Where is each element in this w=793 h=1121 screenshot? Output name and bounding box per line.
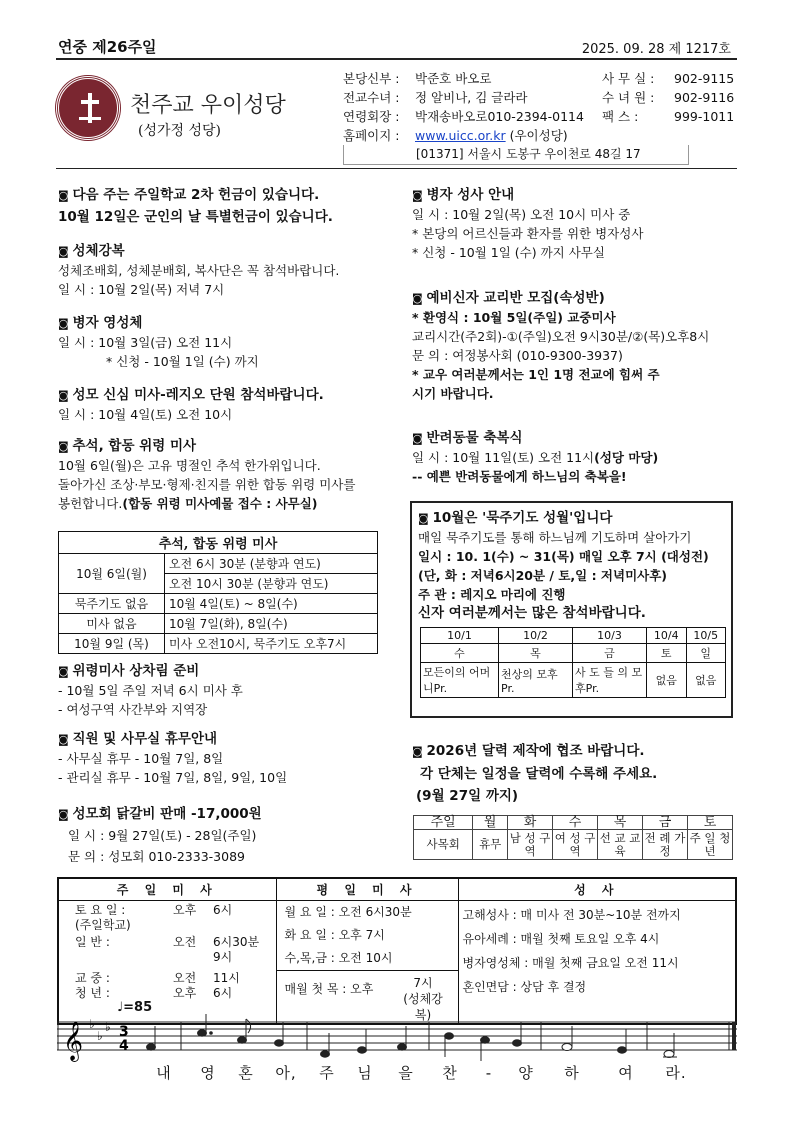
- info-divider: [56, 168, 737, 169]
- hymn-staff: [57, 1000, 739, 1100]
- pastor-name: 박준호 바오로: [415, 71, 492, 86]
- notice-staff-holiday: ◙ 직원 및 사무실 휴무안내 - 사무실 휴무 - 10월 7일, 8일 - 관리실 휴무 - 10월 7일, 8일, 9일, 10일: [58, 730, 398, 787]
- mass-schedule-table: 주 일 미 사 평 일 미 사 성 사 토 요 일 : 오후 6시 (주일학교) 일 반 : 오전 6시30분 9시 교 중 : 오전 11시 청 년 : 오후 6시 월 요 일 : 오전 6시30분 화 요 일 : 오후 7시 수,목,금 : 오전 10시 매월 첫 목 : 오후 7시 (성체강복) 고해성사 : 매 미사 전 30분~10분 전까지 유아세례 : 매월 첫째 토요일 오후 4시 병자영성체 : 매월 첫째 금요일 오전 11시 혼인면담 : 상담 후 결정: [57, 877, 737, 1025]
- notice-calendar: ◙ 2026년 달력 제작에 협조 바랍니다. 각 단체는 일정을 달력에 수록해 주세요. (9월 27일 까지): [412, 740, 742, 807]
- notice-chuseok: ◙ 추석, 합동 위령 미사 10월 6일(월)은 고유 명절인 추석 한가위입니다. 돌아가신 조상·부모·형제·친지를 위한 합동 위령 미사를 봉헌합니다.(합동 위령 미사예물 접수 : 사무실): [58, 437, 398, 513]
- council-contact: 박재송바오로010-2394-0114: [415, 109, 584, 124]
- calendar-group-table: 주일 월 화 수 목 금 토 사목회 휴무 남 성 구역 여 성 구역 선 교 교 육 전 례 가 정 주 일 청 년: [413, 815, 733, 860]
- sacraments-info: 고해성사 : 매 미사 전 30분~10분 전까지 유아세례 : 매월 첫째 토요일 오후 4시 병자영성체 : 매월 첫째 금요일 오전 11시 혼인면담 : 상담 후 결정: [458, 901, 736, 1025]
- tempo-marking: ♩=85: [117, 1000, 153, 1015]
- header-divider: [56, 58, 737, 60]
- treble-clef-icon: 𝄞: [63, 1021, 84, 1061]
- hymn-lyrics: 내 영 혼 아, 주 님 을 찬 - 양 하 여 라.: [156, 1064, 687, 1082]
- convent-phone: 902-9116: [674, 90, 735, 105]
- notice-pet-blessing: ◙ 반려동물 축복식 일 시 : 10월 11일(토) 오전 11시(성당 마당) -- 예쁜 반려동물에게 하느님의 축복을!: [412, 429, 742, 486]
- svg-text:♭: ♭: [105, 1020, 111, 1034]
- notice-catechumen: ◙ 예비신자 교리반 모집(속성반) * 환영식 : 10월 5일(주일) 교중미사 교리시간(주2회)-①(주일)오전 9시30분/②(목)오후8시 문 의 : 여정봉사회 (010-9300-3937) * 교우 여러분께서는 1인 1명 전교에 힘써 주 시기 바랍니다.: [412, 289, 742, 403]
- church-logo: [56, 76, 120, 140]
- fax-number: 999-1011: [674, 109, 735, 124]
- notice-sick-communion: ◙ 병자 영성체 일 시 : 10월 3일(금) 오전 11시 * 신청 - 10월 1일 (수) 까지: [58, 314, 398, 371]
- notice-benediction: ◙ 성체강복 성체조배회, 성체분배회, 복사단은 꼭 참석바랍니다. 일 시 : 10월 2일(목) 저녁 7시: [58, 242, 398, 299]
- church-name: 천주교 우이성당: [130, 93, 286, 118]
- chuseok-mass-table: 추석, 합동 위령 미사 10월 6일(월) 오전 6시 30분 (분향과 연도) 오전 10시 30분 (분향과 연도) 묵주기도 없음 10월 4일(토) ~ 8일(수) 미사 없음 10월 7일(화), 8일(수) 10월 9일 (목) 미사 오전10시, 묵주기도 오후7시: [58, 531, 378, 654]
- notice-memorial-prep: ◙ 위령미사 상차림 준비 - 10월 5일 주일 저녁 6시 미사 후 - 여성구역 사간부와 지역장: [58, 662, 398, 719]
- notice-marian-mass: ◙ 성모 신심 미사-레지오 단원 참석바랍니다. 일 시 : 10월 4일(토) 오전 10시: [58, 386, 398, 424]
- svg-text:♭: ♭: [97, 1029, 103, 1043]
- notice-anointing: ◙ 병자 성사 안내 일 시 : 10월 2일(목) 오전 10시 미사 중 * 본당의 어르신들과 환자를 위한 병자성사 * 신청 - 10월 1일 (수) 까지 사무실: [412, 186, 742, 262]
- contact-phones: 사 무 실 : 902-9115 수 녀 원 : 902-9116 팩 스 : 999-1011: [602, 71, 735, 124]
- svg-text:3: 3: [119, 1024, 129, 1040]
- svg-text:♭: ♭: [89, 1017, 95, 1031]
- address: [01371] 서울시 도봉구 우이천로 48길 17: [416, 147, 641, 161]
- homepage-link[interactable]: www.uicc.or.kr: [415, 128, 506, 143]
- notice-dakgalbi-sale: ◙ 성모회 닭갈비 판매 -17,000원 일 시 : 9월 27일(토) - 28일(주일) 문 의 : 성모회 010-2333-3089: [58, 804, 398, 867]
- sisters-names: 정 알비나, 김 글라라: [415, 90, 528, 105]
- weekday-mass-times: 월 요 일 : 오전 6시30분 화 요 일 : 오후 7시 수,목,금 : 오전 10시 매월 첫 목 : 오후 7시 (성체강복): [276, 901, 458, 1025]
- contact-info: 본당신부 : 박준호 바오로 전교수녀 : 정 알비나, 김 글라라 연령회장 : 박재송바오로010-2394-0114 홈페이지 : www.uicc.or.kr (우이성당) [01371] 서울시 도봉구 우이천로 48길 17: [343, 69, 689, 165]
- office-phone: 902-9115: [674, 71, 735, 86]
- rosary-schedule-table: 10/1 10/2 10/3 10/4 10/5 수 목 금 토 일 모든이의 어머니Pr. 천상의 모후Pr. 사 도 들 의 모후Pr. 없음 없음: [420, 627, 726, 698]
- rosary-month-box: ◙ 10월은 '묵주기도 성월'입니다 매일 묵주기도를 통해 하느님께 기도하며 살아가기 일시 : 10. 1(수) ~ 31(목) 매일 오후 7시 (대성전) (단, 화 : 저녁6시20분 / 토,일 : 저녁미사후) 주 관 : 레지오 마리에 진행 신자 여러분께서는 많은 참석바랍니다. 10/1 10/2 10/3 10/4 10/5 수 목 금 토 일 모든이의 어머니Pr. 천상의 모후Pr. 사 도 들 의 모후Pr. 없음 없음: [410, 501, 733, 718]
- church-subtitle: (성가정 성당): [138, 123, 221, 139]
- svg-text:4: 4: [119, 1038, 129, 1054]
- season-title: 연중 제26주일: [58, 38, 157, 56]
- sunday-mass-times: 토 요 일 : 오후 6시 (주일학교) 일 반 : 오전 6시30분 9시 교 중 : 오전 11시 청 년 : 오후 6시: [58, 901, 276, 1025]
- notice-collection: ◙ 다음 주는 주일학교 2차 헌금이 있습니다. 10월 12일은 군인의 날 특별헌금이 있습니다.: [58, 186, 398, 227]
- cross-icon: [79, 93, 101, 123]
- issue-date: 2025. 09. 28 제 1217호: [581, 42, 731, 57]
